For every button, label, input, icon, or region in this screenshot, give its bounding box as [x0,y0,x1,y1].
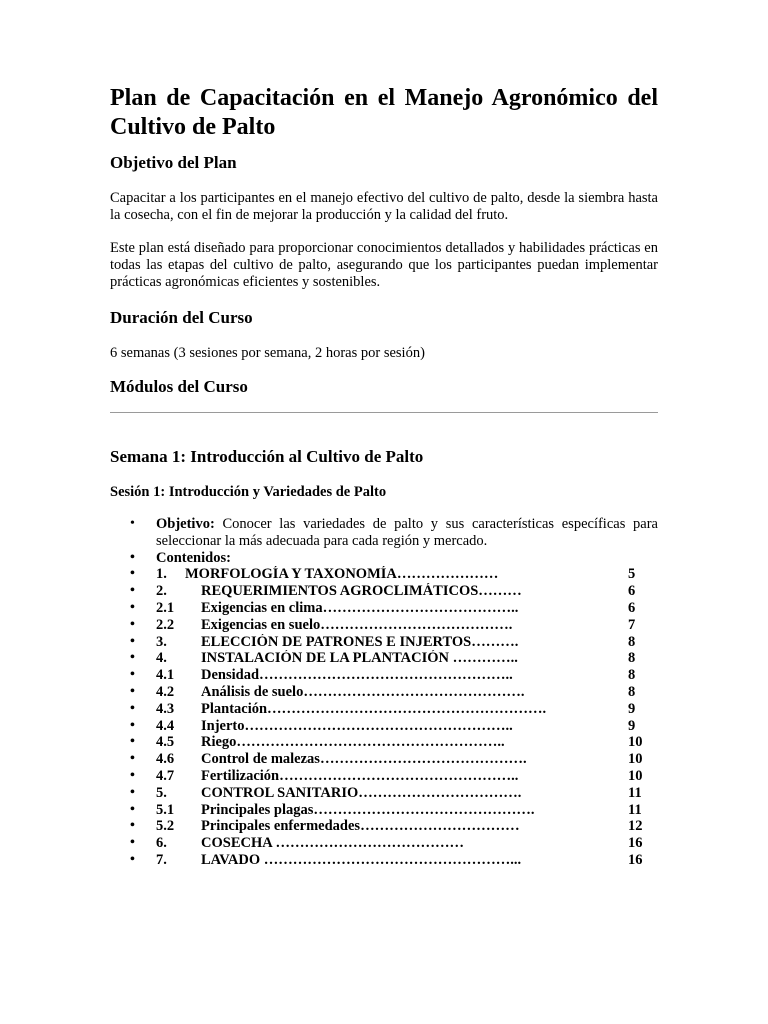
toc-item [110,835,658,852]
toc-title: Exigencias en clima………………………………….. [201,599,519,616]
toc-item [110,667,658,684]
toc-number: • 4.6 [156,751,175,768]
toc-page: 9 [628,717,636,734]
toc-page: 11 [628,801,642,818]
toc-number: • 1. [156,566,167,583]
objective-paragraph-1: Capacitar a los participantes en el manejo efectivo del cultivo de palto, desde la siembra hasta la cosecha, con el fin de mejorar la producción y la calidad del fruto. [110,190,658,223]
page-title: Plan de Capacitación en el Manejo Agronómico del Cultivo de Palto [110,85,658,140]
toc-title: Fertilización………………………………………….. [201,767,519,784]
toc-title: Plantación…………………………………………………. [201,700,547,717]
toc-number: • 3. [156,633,167,650]
toc-page: 10 [628,751,643,768]
toc-page: 8 [628,667,636,684]
toc-item [110,566,658,583]
toc-page: 10 [628,734,643,751]
toc-page: 12 [628,818,643,835]
duration-text: 6 semanas (3 sesiones por semana, 2 horas por sesión) [110,345,425,361]
toc-page: 11 [628,784,642,801]
toc-number: • 4. [156,650,167,667]
toc-item [110,802,658,819]
toc-page: 10 [628,767,643,784]
toc-item [110,785,658,802]
toc-title: Densidad…………………………………………….. [201,667,513,684]
toc-page: 16 [628,851,643,868]
objective-text: Conocer las variedades de palto y sus características específicas para seleccionar la más adecuada para cada región y mercado. [156,516,658,549]
list-item-contents [110,550,658,567]
toc-page: 6 [628,583,636,600]
toc-item [110,718,658,735]
toc-item [110,684,658,701]
toc-page: 8 [628,683,636,700]
toc-item [110,751,658,768]
toc-page: 7 [628,616,636,633]
toc-number: • 7. [156,851,167,868]
toc-number: • 4.3 [156,700,175,717]
toc-title: REQUERIMIENTOS AGROCLIMÁTICOS……… [201,583,522,600]
toc-item [110,650,658,667]
toc-title: LAVADO ……………………………………………... [201,851,522,868]
toc-title: COSECHA ………………………………… [201,835,465,852]
modules-heading: Módulos del Curso [110,377,248,396]
toc-title: Principales enfermedades…………………………… [201,818,520,835]
toc-number: • 5.2 [156,818,175,835]
toc-number: • 4.1 [156,667,175,684]
toc-number: • 4.2 [156,683,175,700]
toc-page: 16 [628,835,643,852]
toc-number: • 6. [156,835,167,852]
section-divider [110,412,658,413]
toc-page: 5 [628,566,636,583]
toc-item [110,768,658,785]
list-item-objective [110,516,658,550]
toc-title: INSTALACIÓN DE LA PLANTACIÓN ………….. [201,650,518,667]
toc-title: Exigencias en suelo…………………………………. [201,616,513,633]
toc-title: MORFOLOGÍA Y TAXONOMÍA………………… [185,566,499,583]
toc-number: • 2. [156,583,167,600]
session1-list [110,516,658,869]
week1-heading: Semana 1: Introducción al Cultivo de Palto [110,447,424,466]
toc-item [110,634,658,651]
toc-number: • 2.1 [156,599,175,616]
duration-heading: Duración del Curso [110,308,253,327]
toc-item [110,583,658,600]
toc-number: • 2.2 [156,616,175,633]
objective-heading: Objetivo del Plan [110,153,237,172]
toc-item [110,818,658,835]
contents-label: • Contenidos: [156,549,231,566]
toc-item [110,617,658,634]
toc-item [110,600,658,617]
toc-title: Principales plagas………………………………………. [201,801,535,818]
toc-number: • 4.7 [156,767,175,784]
toc-title: Injerto……………………………………………….. [201,717,513,734]
toc-item [110,734,658,751]
toc-page: 8 [628,633,636,650]
objective-label: Objetivo: [156,516,215,532]
toc-page: 8 [628,650,636,667]
toc-item [110,852,658,869]
objective-paragraph-2: Este plan está diseñado para proporcionar conocimientos detallados y habilidades prácticas en todas las etapas del cultivo de palto, asegurando que los participantes puedan implementar prácticas agronómicas eficientes y sostenibles. [110,240,658,290]
toc-number: • 4.4 [156,717,175,734]
toc-number: • 5. [156,784,167,801]
session1-heading: Sesión 1: Introducción y Variedades de Palto [110,484,387,500]
toc-title: Riego……………………………………………….. [201,734,505,751]
toc-item [110,701,658,718]
toc-title: ELECCIÓN DE PATRONES E INJERTOS………. [201,633,519,650]
toc-page: 6 [628,599,636,616]
toc-page: 9 [628,700,636,717]
toc-number: • 5.1 [156,801,175,818]
toc-title: CONTROL SANITARIO……………………………. [201,784,522,801]
toc-number: • 4.5 [156,734,175,751]
toc-title: Control de malezas……………………………………. [201,751,527,768]
toc-title: Análisis de suelo………………………………………. [201,683,525,700]
